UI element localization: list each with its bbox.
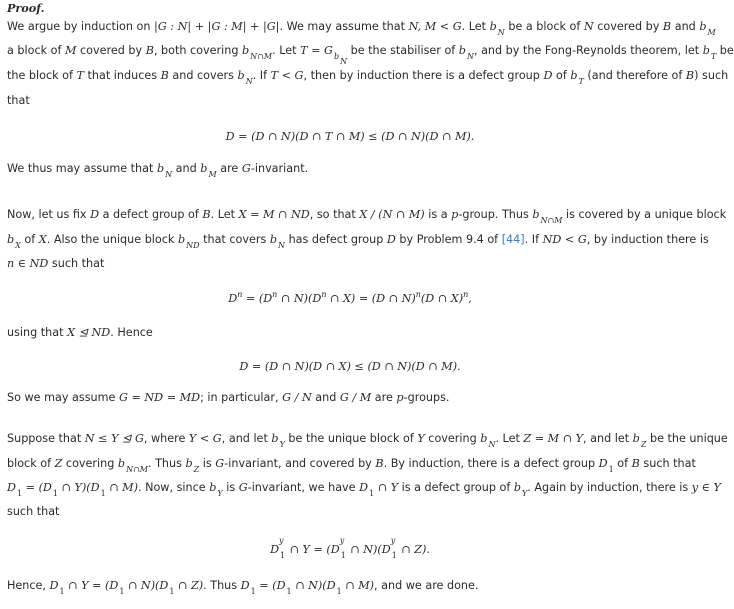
p1-line-1: We argue by induction on |G : N| + |G : M| + |G|. We may assume that N, M < G. Let $b_N$ be a block of N covered by B and $b_M$	[7, 20, 716, 37]
p1-line-3: the block of T that induces B and covers $b_N$. If T < G, then by induction there is a defect group D of $b_T$ (and therefore of B) such	[7, 69, 729, 86]
p7-line: Hence, $D_1$ ∩ $Y = (D_1$ ∩ $N)(D_1$ ∩ Z). Thus $D_1 = (D_1$ ∩ $N)(D_1$ ∩ M), and we are done.	[7, 579, 479, 596]
equation-2: $D^n = (D^n$ ∩ $N)(D^n$ ∩ X) = (D ∩ N)$^n$(D ∩ X)$^n$,	[228, 290, 472, 305]
p4-line: using that X ⊴ ND. Hence	[7, 326, 153, 339]
p2-line: We thus may assume that $b_N$ and $b_M$ are G-invariant.	[7, 162, 309, 179]
p6-line-4: such that	[7, 505, 60, 518]
p6-line-2: block of Z covering $b_{N\cap M}$. Thus $b_Z$ is G-invariant, and covered by B. By induction, there is a defect group $D_1$ of B such that	[7, 457, 696, 474]
p1-line-4: that	[7, 94, 30, 107]
proof-heading: Proof.	[7, 1, 45, 15]
p3-line-1: Now, let us fix D a defect group of B. Let X = M ∩ ND, so that X / (N ∩ M) is a p-group. Thus $b_{N\cap M}$ is covered by a unique block	[7, 208, 727, 225]
p3-line-3: n ∈ ND such that	[7, 257, 105, 270]
p6-line-3: $D_1 = (D_1$ ∩ $Y)(D_1$ ∩ M). Now, since $b_Y$ is G-invariant, we have $D_1$ ∩ Y is a defect group of $b_Y$. Again by induction, there is y ∈ Y	[7, 481, 721, 498]
equation-3: D = (D ∩ N)(D ∩ X) ≤ (D ∩ N)(D ∩ M).	[239, 360, 461, 373]
equation-1: D = (D ∩ N)(D ∩ T ∩ M) ≤ (D ∩ N)(D ∩ M).	[225, 130, 475, 143]
p5-line: So we may assume G = ND = MD; in particular, G / N and G / M are p-groups.	[7, 391, 450, 404]
p1-line-2: a block of M covered by B, both covering $b_{N\cap M}$. Let $T = G_{b_N}$ be the stabiliser of $b_N$, and by the Fong-Reynolds theorem, let $b_T$ be	[7, 44, 734, 66]
equation-4: D y 1 ∩ Y = (D y 1 ∩ N)(D y 1 ∩ Z).	[270, 536, 430, 560]
citation-link[interactable]: [44]	[501, 233, 525, 246]
p6-line-1: Suppose that N ≤ Y ⊴ G, where Y < G, and let $b_Y$ be the unique block of Y covering $b_N$. Let Z = M ∩ Y, and let $b_Z$ be the unique	[7, 432, 728, 449]
p3-line-2: $b_X$ of X. Also the unique block $b_{ND}$ that covers $b_N$ has defect group D by Problem 9.4 of [44]. If ND < G, by induction there is	[7, 233, 709, 250]
